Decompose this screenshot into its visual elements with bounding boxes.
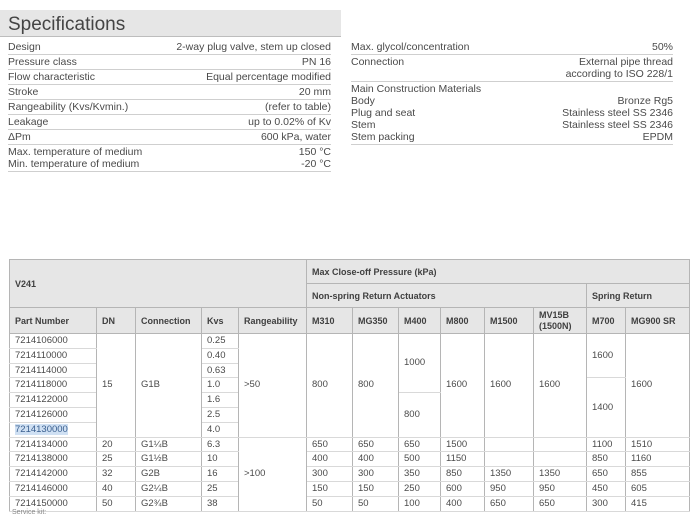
spec-row-connection xyxy=(351,55,673,82)
spec-value: up to 0.02% of Kv xyxy=(248,116,331,128)
spec-label: ΔPm xyxy=(8,131,31,143)
close-off-pressure-table xyxy=(9,259,689,512)
spec-row-leakage xyxy=(8,115,331,130)
dn-cell: 32 xyxy=(97,467,136,482)
part-number: 7214126000 xyxy=(10,407,97,422)
mv15b-cell: 650 xyxy=(534,496,587,511)
spec-value: 150 °C -20 °C xyxy=(298,146,331,170)
kvs-cell: 10 xyxy=(202,452,239,467)
kvs-cell: 1.0 xyxy=(202,378,239,393)
spec-label: Pressure class xyxy=(8,56,77,68)
table-group-header: Max Close-off Pressure (kPa) xyxy=(307,260,690,284)
spec-label: Max. temperature of medium Min. temperature of medium xyxy=(8,146,143,170)
dn-cell: 40 xyxy=(97,481,136,496)
m800-cell: 400 xyxy=(441,496,485,511)
m800-cell: 1600 xyxy=(441,334,485,438)
kvs-cell: 1.6 xyxy=(202,393,239,408)
column-header: DN xyxy=(97,308,136,334)
m400-cell: 100 xyxy=(399,496,441,511)
part-number: 7214110000 xyxy=(10,348,97,363)
m310-cell: 400 xyxy=(307,452,353,467)
m700-cell: 1600 xyxy=(587,334,626,378)
spec-label: Main Construction Materials Body Plug and seat Stem Stem packing xyxy=(351,83,482,143)
mg350-cell: 300 xyxy=(353,467,399,482)
m1500-cell: 950 xyxy=(485,481,534,496)
spec-row-design xyxy=(8,40,331,55)
mg350-cell: 650 xyxy=(353,437,399,452)
spec-value: Bronze Rg5 Stainless steel SS 2346 Stainless steel SS 2346 EPDM xyxy=(562,95,673,143)
mv15b-cell: 1350 xyxy=(534,467,587,482)
column-header: Connection xyxy=(136,308,202,334)
m700-cell: 850 xyxy=(587,452,626,467)
mg350-cell: 400 xyxy=(353,452,399,467)
spec-value: (refer to table) xyxy=(265,101,331,113)
m700-cell: 1100 xyxy=(587,437,626,452)
kvs-cell: 4.0 xyxy=(202,422,239,437)
m700-cell: 1400 xyxy=(587,378,626,437)
part-number: 7214106000 xyxy=(10,334,97,349)
spec-label: Rangeability (Kvs/Kvmin.) xyxy=(8,101,129,113)
mg900-cell: 415 xyxy=(626,496,690,511)
m310-cell: 650 xyxy=(307,437,353,452)
m310-cell: 800 xyxy=(307,334,353,438)
spec-value: 600 kPa, water xyxy=(260,131,331,143)
column-header: M700 xyxy=(587,308,626,334)
m800-cell: 850 xyxy=(441,467,485,482)
m400-cell: 650 xyxy=(399,437,441,452)
specs-right-column xyxy=(351,40,673,145)
spec-row-pressure-class xyxy=(8,55,331,70)
m700-cell: 650 xyxy=(587,467,626,482)
column-header: M400 xyxy=(399,308,441,334)
part-number: 7214114000 xyxy=(10,363,97,378)
table-subgroup-spring: Spring Return xyxy=(587,284,690,308)
table-subgroup-nonspring: Non-spring Return Actuators xyxy=(307,284,587,308)
footnote: Service kit: xyxy=(12,509,47,515)
spec-row-materials xyxy=(351,82,673,145)
connection-cell: G1B xyxy=(136,334,202,438)
specifications-header xyxy=(0,10,341,37)
m800-cell: 1500 xyxy=(441,437,485,452)
m800-cell: 1150 xyxy=(441,452,485,467)
spec-row-flow-characteristic xyxy=(8,70,331,85)
mg350-cell: 800 xyxy=(353,334,399,438)
mg900-cell: 1510 xyxy=(626,437,690,452)
connection-cell: G2¼B xyxy=(136,481,202,496)
spec-row-delta-pm xyxy=(8,130,331,145)
dn-cell: 25 xyxy=(97,452,136,467)
part-number: 7214138000 xyxy=(10,452,97,467)
spec-label: Design xyxy=(8,41,41,53)
dn-cell: 15 xyxy=(97,334,136,438)
mv15b-cell xyxy=(534,452,587,467)
spec-value: External pipe thread according to ISO 228/1 xyxy=(565,56,673,80)
kvs-cell: 2.5 xyxy=(202,407,239,422)
connection-cell: G2B xyxy=(136,467,202,482)
column-header: M800 xyxy=(441,308,485,334)
table-model-header: V241 xyxy=(10,260,307,308)
spec-value: 20 mm xyxy=(298,86,331,98)
kvs-cell: 25 xyxy=(202,481,239,496)
m1500-cell: 1600 xyxy=(485,334,534,438)
m400-cell: 500 xyxy=(399,452,441,467)
mv15b-cell: 950 xyxy=(534,481,587,496)
m400-cell: 250 xyxy=(399,481,441,496)
selected-part-number: 7214130000 xyxy=(15,423,68,435)
rangeability-cell: >50 xyxy=(239,334,307,438)
connection-cell: G1½B xyxy=(136,452,202,467)
mg350-cell: 150 xyxy=(353,481,399,496)
kvs-cell: 0.40 xyxy=(202,348,239,363)
spec-value: PN 16 xyxy=(301,56,331,68)
mg900-cell: 855 xyxy=(626,467,690,482)
connection-cell: G2¾B xyxy=(136,496,202,511)
m310-cell: 300 xyxy=(307,467,353,482)
kvs-cell: 38 xyxy=(202,496,239,511)
part-number: 7214146000 xyxy=(10,481,97,496)
kvs-cell: 0.63 xyxy=(202,363,239,378)
spec-value: 2-way plug valve, stem up closed xyxy=(176,41,331,53)
mg900-cell: 605 xyxy=(626,481,690,496)
column-header: MG900 SR xyxy=(626,308,690,334)
connection-cell: G1¼B xyxy=(136,437,202,452)
m1500-cell xyxy=(485,452,534,467)
page-title: Specifications xyxy=(8,14,126,35)
column-header: M310 xyxy=(307,308,353,334)
spec-row-glycol xyxy=(351,40,673,55)
spec-value: Equal percentage modified xyxy=(206,71,331,83)
spec-value: 50% xyxy=(651,41,673,53)
kvs-cell: 16 xyxy=(202,467,239,482)
kvs-cell: 6.3 xyxy=(202,437,239,452)
part-number: 7214142000 xyxy=(10,467,97,482)
spec-label: Stroke xyxy=(8,86,39,98)
dn-cell: 20 xyxy=(97,437,136,452)
spec-label: Max. glycol/concentration xyxy=(351,41,470,53)
spec-label: Connection xyxy=(351,56,405,68)
m400-cell: 350 xyxy=(399,467,441,482)
spec-label: Flow characteristic xyxy=(8,71,95,83)
dn-cell: 50 xyxy=(97,496,136,511)
mg900-cell: 1600 xyxy=(626,334,690,438)
spec-row-stroke xyxy=(8,85,331,100)
spec-row-rangeability xyxy=(8,100,331,115)
column-header: MV15B (1500N) xyxy=(534,308,587,334)
part-number: 7214150000 xyxy=(10,496,97,511)
spec-row-temperature xyxy=(8,145,331,172)
rangeability-cell: >100 xyxy=(239,437,307,511)
m310-cell: 150 xyxy=(307,481,353,496)
part-number: 7214134000 xyxy=(10,437,97,452)
m310-cell: 50 xyxy=(307,496,353,511)
mg350-cell: 50 xyxy=(353,496,399,511)
specs-left-column xyxy=(8,40,331,172)
m400-cell: 800 xyxy=(399,393,441,437)
column-header: Kvs xyxy=(202,308,239,334)
mv15b-cell: 1600 xyxy=(534,334,587,438)
column-header: M1500 xyxy=(485,308,534,334)
mv15b-cell xyxy=(534,437,587,452)
kvs-cell: 0.25 xyxy=(202,334,239,349)
m800-cell: 600 xyxy=(441,481,485,496)
part-number: 7214122000 xyxy=(10,393,97,408)
m400-cell: 1000 xyxy=(399,334,441,393)
column-header: Rangeability xyxy=(239,308,307,334)
part-number: 7214118000 xyxy=(10,378,97,393)
m700-cell: 300 xyxy=(587,496,626,511)
mg900-cell: 1160 xyxy=(626,452,690,467)
m1500-cell: 1350 xyxy=(485,467,534,482)
column-header: Part Number xyxy=(10,308,97,334)
m1500-cell xyxy=(485,437,534,452)
part-number xyxy=(10,422,97,437)
column-header: MG350 xyxy=(353,308,399,334)
spec-label: Leakage xyxy=(8,116,49,128)
m700-cell: 450 xyxy=(587,481,626,496)
m1500-cell: 650 xyxy=(485,496,534,511)
